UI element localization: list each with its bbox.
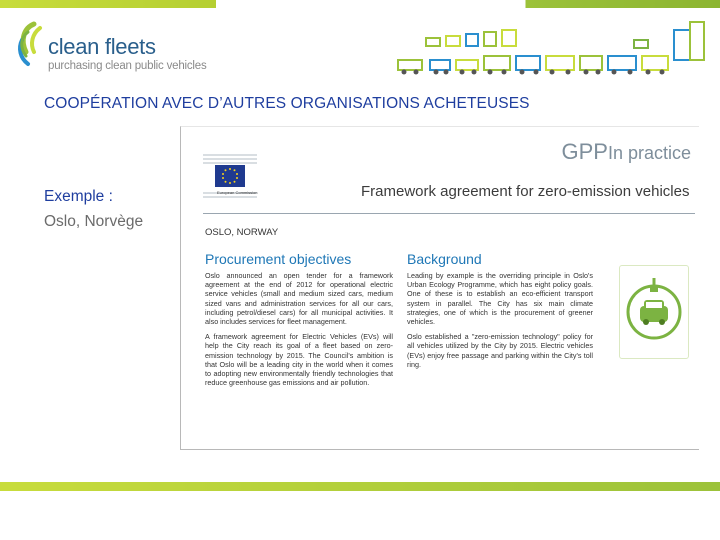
left-column-body [205, 271, 393, 393]
vehicle-fleet-illustration [386, 14, 716, 80]
document-title: Framework agreement for zero-emission vehicles [361, 183, 690, 200]
document-excerpt [180, 126, 699, 450]
gpp-brand-sub: In practice [607, 143, 691, 163]
document-divider [203, 213, 695, 214]
gpp-brand [561, 139, 691, 165]
example-location: Oslo, Norvège [44, 213, 144, 230]
right-column-body [407, 271, 593, 375]
clean-fleets-logo [14, 18, 234, 78]
bottom-accent-bar [0, 482, 720, 491]
ev-badge [619, 265, 689, 359]
eu-flag-icon [215, 165, 245, 187]
example-label: Exemple : [44, 188, 113, 205]
document-place: OSLO, NORWAY [205, 227, 279, 238]
left-paragraph-1: Oslo announced an open tender for a framework agreement at the end of 2012 for operational electric service vehicles (small and medium sized cars, medium sized vans and administration services for all our cars, including petrol/diesel cars) for all municipal activities. It also includes services for fleet management. [205, 271, 393, 327]
left-paragraph-2: A framework agreement for Electric Vehicles (EVs) will help the City reach its goal of a fleet based on zero-emission technology by 2015. The Council's ambition is that Oslo will be a leading city in the world when it comes to adopting new environmentally friendly technologies that reduce greenhouse gas emissions and air pollution. [205, 332, 393, 388]
right-column-heading: Background [407, 251, 482, 267]
logo-subtitle: purchasing clean public vehicles [48, 60, 207, 72]
top-accent-bar [0, 0, 720, 8]
right-paragraph-1: Leading by example is the overriding principle in Oslo's Urban Ecology Programme, which has eight policy goals. One of these is to establish an eco-efficient transport system in parallel. The City has six main climate strategies, one of which is the procurement of greener vehicles. [407, 271, 593, 327]
gpp-brand-main: GPP [561, 139, 608, 164]
logo-title: clean fleets [48, 34, 156, 59]
electric-car-charging-icon [620, 266, 688, 358]
slide-heading: COOPÉRATION AVEC D’AUTRES ORGANISATIONS ACHETEUSES [44, 95, 530, 112]
left-column-heading: Procurement objectives [205, 251, 352, 267]
right-paragraph-2: Oslo established a "zero-emission technology" policy for all vehicles utilized by the City by 2015. Electric vehicles (EVs) enjoy free passage and parking within the City's toll ring. [407, 332, 593, 369]
eu-logo-text: European Commission [217, 190, 258, 195]
example-block [44, 184, 143, 234]
